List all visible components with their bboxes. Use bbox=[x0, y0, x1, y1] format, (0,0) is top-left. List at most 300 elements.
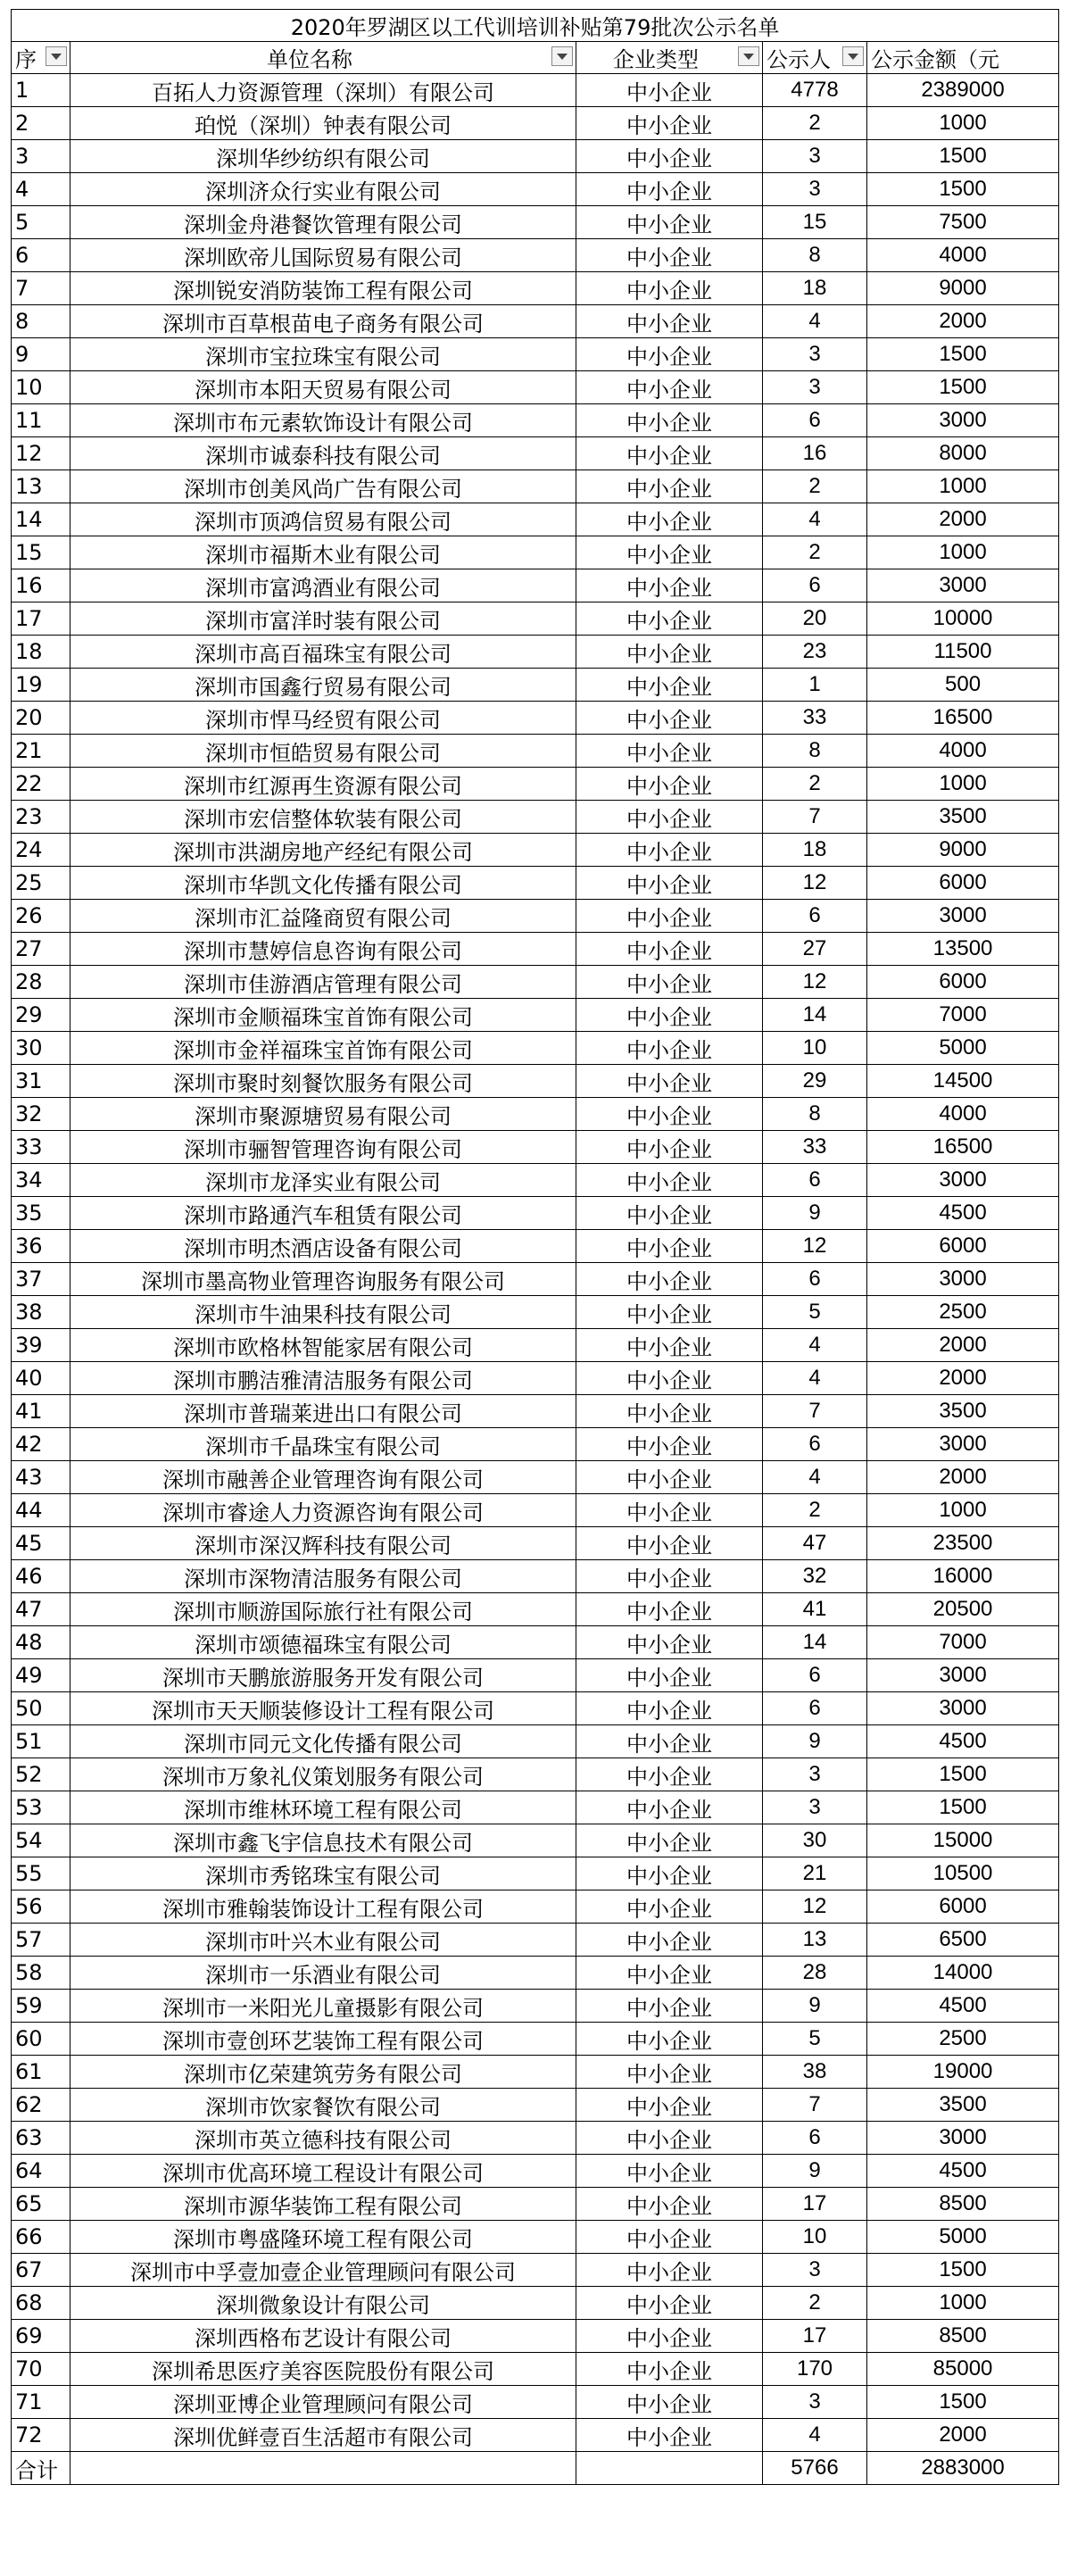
table-row bbox=[12, 2221, 1059, 2254]
people-count: 12 bbox=[763, 966, 867, 999]
subsidy-amount: 3000 bbox=[867, 900, 1059, 933]
subsidy-amount: 6000 bbox=[867, 867, 1059, 900]
table-row bbox=[12, 2155, 1059, 2188]
subsidy-amount: 10000 bbox=[867, 602, 1059, 636]
table-row bbox=[12, 173, 1059, 206]
people-count: 3 bbox=[763, 1791, 867, 1824]
company-type: 中小企业 bbox=[576, 371, 763, 404]
table-row bbox=[12, 1758, 1059, 1791]
row-index: 62 bbox=[12, 2089, 70, 2122]
subsidy-amount: 3000 bbox=[867, 1263, 1059, 1296]
subsidy-amount: 2000 bbox=[867, 503, 1059, 536]
table-row bbox=[12, 834, 1059, 867]
table-row bbox=[12, 1890, 1059, 1924]
people-count: 6 bbox=[763, 900, 867, 933]
company-name: 深圳市千晶珠宝有限公司 bbox=[70, 1428, 576, 1461]
table-row bbox=[12, 966, 1059, 999]
company-type: 中小企业 bbox=[576, 2254, 763, 2287]
table-row bbox=[12, 437, 1059, 470]
company-type: 中小企业 bbox=[576, 536, 763, 569]
company-name: 深圳市高百福珠宝有限公司 bbox=[70, 636, 576, 669]
people-count: 32 bbox=[763, 1560, 867, 1593]
table-row bbox=[12, 1593, 1059, 1626]
table-row bbox=[12, 1924, 1059, 1957]
company-name: 深圳市牛油果科技有限公司 bbox=[70, 1296, 576, 1329]
people-count: 16 bbox=[763, 437, 867, 470]
company-name: 深圳市悍马经贸有限公司 bbox=[70, 702, 576, 735]
company-name: 深圳市万象礼仪策划服务有限公司 bbox=[70, 1758, 576, 1791]
subsidy-amount: 1000 bbox=[867, 536, 1059, 569]
table-row bbox=[12, 1329, 1059, 1362]
company-type: 中小企业 bbox=[576, 636, 763, 669]
row-index: 14 bbox=[12, 503, 70, 536]
company-type: 中小企业 bbox=[576, 107, 763, 140]
row-index: 31 bbox=[12, 1065, 70, 1098]
table-row bbox=[12, 2023, 1059, 2056]
people-count: 38 bbox=[763, 2056, 867, 2089]
company-type: 中小企业 bbox=[576, 1230, 763, 1263]
row-index: 33 bbox=[12, 1131, 70, 1164]
row-index: 50 bbox=[12, 1692, 70, 1725]
row-index: 18 bbox=[12, 636, 70, 669]
people-count: 9 bbox=[763, 1990, 867, 2023]
company-type: 中小企业 bbox=[576, 768, 763, 801]
company-name: 深圳市粤盛隆环境工程有限公司 bbox=[70, 2221, 576, 2254]
people-count: 23 bbox=[763, 636, 867, 669]
table-row bbox=[12, 1791, 1059, 1824]
company-name: 深圳优鲜壹百生活超市有限公司 bbox=[70, 2419, 576, 2452]
table-row bbox=[12, 1197, 1059, 1230]
people-count: 5 bbox=[763, 2023, 867, 2056]
subsidy-amount: 1500 bbox=[867, 140, 1059, 173]
table-row bbox=[12, 669, 1059, 702]
subsidy-amount: 14000 bbox=[867, 1957, 1059, 1990]
table-row bbox=[12, 999, 1059, 1032]
people-count: 6 bbox=[763, 1692, 867, 1725]
subsidy-amount: 1500 bbox=[867, 1758, 1059, 1791]
company-type: 中小企业 bbox=[576, 1626, 763, 1659]
people-count: 33 bbox=[763, 702, 867, 735]
subsidy-amount: 3500 bbox=[867, 1395, 1059, 1428]
row-index: 55 bbox=[12, 1857, 70, 1890]
subsidy-amount: 10500 bbox=[867, 1857, 1059, 1890]
people-count: 18 bbox=[763, 272, 867, 305]
table-row bbox=[12, 404, 1059, 437]
company-type: 中小企业 bbox=[576, 1131, 763, 1164]
company-name: 深圳希思医疗美容医院股份有限公司 bbox=[70, 2353, 576, 2386]
total-label: 合计 bbox=[12, 2452, 70, 2485]
company-name: 深圳市聚时刻餐饮服务有限公司 bbox=[70, 1065, 576, 1098]
table-row bbox=[12, 1098, 1059, 1131]
people-count: 4778 bbox=[763, 74, 867, 107]
subsidy-amount: 9000 bbox=[867, 272, 1059, 305]
people-count: 6 bbox=[763, 404, 867, 437]
row-index: 26 bbox=[12, 900, 70, 933]
table-row bbox=[12, 1164, 1059, 1197]
people-count: 3 bbox=[763, 338, 867, 371]
row-index: 13 bbox=[12, 470, 70, 503]
company-type: 中小企业 bbox=[576, 1197, 763, 1230]
people-count: 14 bbox=[763, 1626, 867, 1659]
row-index: 45 bbox=[12, 1527, 70, 1560]
table-row bbox=[12, 305, 1059, 338]
table-row bbox=[12, 768, 1059, 801]
header-name-label: 单位名称 bbox=[267, 47, 352, 72]
table-row bbox=[12, 1362, 1059, 1395]
header-idx bbox=[12, 42, 70, 74]
company-name: 深圳市明杰酒店设备有限公司 bbox=[70, 1230, 576, 1263]
filter-dropdown-icon[interactable] bbox=[551, 46, 573, 66]
company-type: 中小企业 bbox=[576, 2023, 763, 2056]
company-type: 中小企业 bbox=[576, 1527, 763, 1560]
row-index: 24 bbox=[12, 834, 70, 867]
row-index: 44 bbox=[12, 1494, 70, 1527]
people-count: 9 bbox=[763, 1197, 867, 1230]
subsidy-amount: 3000 bbox=[867, 1428, 1059, 1461]
people-count: 15 bbox=[763, 206, 867, 239]
table-row bbox=[12, 2419, 1059, 2452]
people-count: 5 bbox=[763, 1296, 867, 1329]
company-type: 中小企业 bbox=[576, 1659, 763, 1692]
company-type: 中小企业 bbox=[576, 1164, 763, 1197]
company-type: 中小企业 bbox=[576, 338, 763, 371]
company-name: 深圳金舟港餐饮管理有限公司 bbox=[70, 206, 576, 239]
company-type: 中小企业 bbox=[576, 834, 763, 867]
subsidy-amount: 7000 bbox=[867, 999, 1059, 1032]
people-count: 4 bbox=[763, 1461, 867, 1494]
company-name: 深圳市顺游国际旅行社有限公司 bbox=[70, 1593, 576, 1626]
company-type: 中小企业 bbox=[576, 1857, 763, 1890]
company-name: 深圳市洪湖房地产经纪有限公司 bbox=[70, 834, 576, 867]
company-name: 深圳市宏信整体软装有限公司 bbox=[70, 801, 576, 834]
company-name: 深圳市维林环境工程有限公司 bbox=[70, 1791, 576, 1824]
table-row bbox=[12, 2122, 1059, 2155]
people-count: 6 bbox=[763, 1659, 867, 1692]
row-index: 61 bbox=[12, 2056, 70, 2089]
row-index: 69 bbox=[12, 2320, 70, 2353]
company-type: 中小企业 bbox=[576, 602, 763, 636]
header-amount bbox=[867, 42, 1059, 74]
company-name: 深圳市红源再生资源有限公司 bbox=[70, 768, 576, 801]
header-type bbox=[576, 42, 763, 74]
company-name: 深圳市百草根苗电子商务有限公司 bbox=[70, 305, 576, 338]
subsidy-amount: 15000 bbox=[867, 1824, 1059, 1857]
company-type: 中小企业 bbox=[576, 1461, 763, 1494]
people-count: 6 bbox=[763, 1164, 867, 1197]
company-type: 中小企业 bbox=[576, 933, 763, 966]
table-row bbox=[12, 1296, 1059, 1329]
row-index: 58 bbox=[12, 1957, 70, 1990]
company-type: 中小企业 bbox=[576, 2287, 763, 2320]
people-count: 6 bbox=[763, 569, 867, 602]
company-type: 中小企业 bbox=[576, 2089, 763, 2122]
people-count: 3 bbox=[763, 173, 867, 206]
subsidy-amount: 3000 bbox=[867, 569, 1059, 602]
row-index: 16 bbox=[12, 569, 70, 602]
people-count: 28 bbox=[763, 1957, 867, 1990]
people-count: 6 bbox=[763, 2122, 867, 2155]
subsidy-amount: 19000 bbox=[867, 2056, 1059, 2089]
row-index: 11 bbox=[12, 404, 70, 437]
people-count: 170 bbox=[763, 2353, 867, 2386]
subsidy-amount: 4500 bbox=[867, 1990, 1059, 2023]
company-name: 深圳济众行实业有限公司 bbox=[70, 173, 576, 206]
subsidy-amount: 5000 bbox=[867, 1032, 1059, 1065]
company-type: 中小企业 bbox=[576, 1428, 763, 1461]
subsidy-amount: 500 bbox=[867, 669, 1059, 702]
company-name: 深圳市富鸿酒业有限公司 bbox=[70, 569, 576, 602]
header-people bbox=[763, 42, 867, 74]
company-name: 深圳市路通汽车租赁有限公司 bbox=[70, 1197, 576, 1230]
table-row bbox=[12, 1659, 1059, 1692]
company-name: 深圳市英立德科技有限公司 bbox=[70, 2122, 576, 2155]
row-index: 9 bbox=[12, 338, 70, 371]
company-type: 中小企业 bbox=[576, 1032, 763, 1065]
people-count: 2 bbox=[763, 536, 867, 569]
people-count: 2 bbox=[763, 2287, 867, 2320]
row-index: 42 bbox=[12, 1428, 70, 1461]
table-row bbox=[12, 1626, 1059, 1659]
people-count: 30 bbox=[763, 1824, 867, 1857]
subsidy-amount: 16500 bbox=[867, 1131, 1059, 1164]
subsidy-amount: 3000 bbox=[867, 404, 1059, 437]
table-row bbox=[12, 1692, 1059, 1725]
company-type: 中小企业 bbox=[576, 2155, 763, 2188]
subsidy-amount: 1000 bbox=[867, 470, 1059, 503]
company-type: 中小企业 bbox=[576, 1890, 763, 1924]
people-count: 4 bbox=[763, 2419, 867, 2452]
table-row bbox=[12, 2386, 1059, 2419]
subsidy-amount: 13500 bbox=[867, 933, 1059, 966]
subsidy-amount: 7500 bbox=[867, 206, 1059, 239]
company-type: 中小企业 bbox=[576, 801, 763, 834]
subsidy-amount: 23500 bbox=[867, 1527, 1059, 1560]
company-type: 中小企业 bbox=[576, 1065, 763, 1098]
row-index: 21 bbox=[12, 735, 70, 768]
table-row bbox=[12, 74, 1059, 107]
company-type: 中小企业 bbox=[576, 1263, 763, 1296]
subsidy-amount: 8500 bbox=[867, 2188, 1059, 2221]
company-name: 深圳市金顺福珠宝首饰有限公司 bbox=[70, 999, 576, 1032]
company-type: 中小企业 bbox=[576, 1362, 763, 1395]
row-index: 34 bbox=[12, 1164, 70, 1197]
row-index: 6 bbox=[12, 239, 70, 272]
row-index: 66 bbox=[12, 2221, 70, 2254]
company-type: 中小企业 bbox=[576, 900, 763, 933]
table-row bbox=[12, 470, 1059, 503]
row-index: 46 bbox=[12, 1560, 70, 1593]
company-name: 深圳微象设计有限公司 bbox=[70, 2287, 576, 2320]
table-row bbox=[12, 272, 1059, 305]
subsidy-amount: 11500 bbox=[867, 636, 1059, 669]
company-name: 深圳市雅翰装饰设计工程有限公司 bbox=[70, 1890, 576, 1924]
table-row bbox=[12, 371, 1059, 404]
company-name: 深圳市一米阳光儿童摄影有限公司 bbox=[70, 1990, 576, 2023]
row-index: 40 bbox=[12, 1362, 70, 1395]
company-name: 深圳市亿荣建筑劳务有限公司 bbox=[70, 2056, 576, 2089]
table-row bbox=[12, 702, 1059, 735]
table-row bbox=[12, 1725, 1059, 1758]
company-name: 深圳市国鑫行贸易有限公司 bbox=[70, 669, 576, 702]
table-row bbox=[12, 338, 1059, 371]
row-index: 49 bbox=[12, 1659, 70, 1692]
company-name: 深圳市布元素软饰设计有限公司 bbox=[70, 404, 576, 437]
company-name: 深圳市福斯木业有限公司 bbox=[70, 536, 576, 569]
people-count: 10 bbox=[763, 1032, 867, 1065]
people-count: 7 bbox=[763, 2089, 867, 2122]
company-name: 深圳市聚源塘贸易有限公司 bbox=[70, 1098, 576, 1131]
company-type: 中小企业 bbox=[576, 569, 763, 602]
subsidy-amount: 5000 bbox=[867, 2221, 1059, 2254]
subsidy-amount: 2000 bbox=[867, 305, 1059, 338]
header-amount-label: 公示金额（元 bbox=[871, 47, 999, 72]
table-row bbox=[12, 1494, 1059, 1527]
table-row bbox=[12, 1461, 1059, 1494]
row-index: 4 bbox=[12, 173, 70, 206]
company-type: 中小企业 bbox=[576, 305, 763, 338]
people-count: 13 bbox=[763, 1924, 867, 1957]
company-name: 深圳市欧格林智能家居有限公司 bbox=[70, 1329, 576, 1362]
row-index: 20 bbox=[12, 702, 70, 735]
table-row bbox=[12, 2056, 1059, 2089]
subsidy-amount: 4500 bbox=[867, 1197, 1059, 1230]
people-count: 27 bbox=[763, 933, 867, 966]
company-name: 深圳市骊智管理咨询有限公司 bbox=[70, 1131, 576, 1164]
company-name: 深圳市鹏洁雅清洁服务有限公司 bbox=[70, 1362, 576, 1395]
company-name: 深圳市慧婷信息咨询有限公司 bbox=[70, 933, 576, 966]
company-type: 中小企业 bbox=[576, 1098, 763, 1131]
row-index: 39 bbox=[12, 1329, 70, 1362]
subsidy-amount: 2500 bbox=[867, 2023, 1059, 2056]
table-row bbox=[12, 1131, 1059, 1164]
company-name: 深圳市顶鸿信贸易有限公司 bbox=[70, 503, 576, 536]
row-index: 12 bbox=[12, 437, 70, 470]
total-row bbox=[12, 2452, 1059, 2485]
company-type: 中小企业 bbox=[576, 2221, 763, 2254]
company-name: 深圳市优高环境工程设计有限公司 bbox=[70, 2155, 576, 2188]
people-count: 3 bbox=[763, 140, 867, 173]
company-type: 中小企业 bbox=[576, 1791, 763, 1824]
company-name: 深圳欧帝儿国际贸易有限公司 bbox=[70, 239, 576, 272]
people-count: 7 bbox=[763, 1395, 867, 1428]
header-idx-label: 序 bbox=[15, 47, 37, 72]
subsidy-amount: 16500 bbox=[867, 702, 1059, 735]
subsidy-amount: 3000 bbox=[867, 2122, 1059, 2155]
company-name: 深圳市深汉辉科技有限公司 bbox=[70, 1527, 576, 1560]
people-count: 21 bbox=[763, 1857, 867, 1890]
people-count: 8 bbox=[763, 1098, 867, 1131]
row-index: 19 bbox=[12, 669, 70, 702]
subsidy-amount: 8000 bbox=[867, 437, 1059, 470]
table-row bbox=[12, 2353, 1059, 2386]
company-name: 深圳亚博企业管理顾问有限公司 bbox=[70, 2386, 576, 2419]
company-name: 深圳市创美风尚广告有限公司 bbox=[70, 470, 576, 503]
company-type: 中小企业 bbox=[576, 2056, 763, 2089]
row-index: 5 bbox=[12, 206, 70, 239]
table-row bbox=[12, 2320, 1059, 2353]
people-count: 8 bbox=[763, 735, 867, 768]
row-index: 25 bbox=[12, 867, 70, 900]
row-index: 22 bbox=[12, 768, 70, 801]
people-count: 47 bbox=[763, 1527, 867, 1560]
subsidy-amount: 4500 bbox=[867, 1725, 1059, 1758]
total-amount: 2883000 bbox=[867, 2452, 1059, 2485]
company-type: 中小企业 bbox=[576, 999, 763, 1032]
title-row bbox=[12, 10, 1059, 42]
people-count: 17 bbox=[763, 2188, 867, 2221]
subsidy-amount: 3500 bbox=[867, 2089, 1059, 2122]
table-row bbox=[12, 735, 1059, 768]
company-type: 中小企业 bbox=[576, 239, 763, 272]
company-name: 深圳市天天顺装修设计工程有限公司 bbox=[70, 1692, 576, 1725]
company-type: 中小企业 bbox=[576, 140, 763, 173]
company-type: 中小企业 bbox=[576, 404, 763, 437]
table-row bbox=[12, 536, 1059, 569]
row-index: 51 bbox=[12, 1725, 70, 1758]
row-index: 71 bbox=[12, 2386, 70, 2419]
subsidy-amount: 1500 bbox=[867, 173, 1059, 206]
subsidy-amount: 4500 bbox=[867, 2155, 1059, 2188]
total-people: 5766 bbox=[763, 2452, 867, 2485]
people-count: 12 bbox=[763, 867, 867, 900]
company-type: 中小企业 bbox=[576, 2188, 763, 2221]
company-name: 深圳市中孚壹加壹企业管理顾问有限公司 bbox=[70, 2254, 576, 2287]
company-type: 中小企业 bbox=[576, 867, 763, 900]
header-row bbox=[12, 42, 1059, 74]
table-row bbox=[12, 1032, 1059, 1065]
company-type: 中小企业 bbox=[576, 1296, 763, 1329]
row-index: 1 bbox=[12, 74, 70, 107]
company-type: 中小企业 bbox=[576, 437, 763, 470]
company-name: 珀悦（深圳）钟表有限公司 bbox=[70, 107, 576, 140]
subsidy-amount: 8500 bbox=[867, 2320, 1059, 2353]
row-index: 23 bbox=[12, 801, 70, 834]
filter-dropdown-icon[interactable] bbox=[842, 46, 864, 66]
people-count: 4 bbox=[763, 1362, 867, 1395]
subsidy-amount: 3000 bbox=[867, 1164, 1059, 1197]
subsidy-amount: 1000 bbox=[867, 768, 1059, 801]
header-people-label: 公示人 bbox=[767, 47, 831, 72]
people-count: 3 bbox=[763, 2254, 867, 2287]
company-type: 中小企业 bbox=[576, 1824, 763, 1857]
table-row bbox=[12, 602, 1059, 636]
company-name: 深圳市天鹏旅游服务开发有限公司 bbox=[70, 1659, 576, 1692]
people-count: 1 bbox=[763, 669, 867, 702]
filter-dropdown-icon[interactable] bbox=[738, 46, 759, 66]
row-index: 37 bbox=[12, 1263, 70, 1296]
empty-cell bbox=[70, 2452, 576, 2485]
row-index: 72 bbox=[12, 2419, 70, 2452]
company-name: 深圳市本阳天贸易有限公司 bbox=[70, 371, 576, 404]
filter-dropdown-icon[interactable] bbox=[46, 46, 67, 66]
people-count: 2 bbox=[763, 1494, 867, 1527]
company-type: 中小企业 bbox=[576, 1758, 763, 1791]
subsidy-amount: 4000 bbox=[867, 1098, 1059, 1131]
table-row bbox=[12, 1957, 1059, 1990]
table-row bbox=[12, 1395, 1059, 1428]
company-type: 中小企业 bbox=[576, 1924, 763, 1957]
company-name: 深圳市华凯文化传播有限公司 bbox=[70, 867, 576, 900]
company-type: 中小企业 bbox=[576, 1593, 763, 1626]
company-name: 深圳市叶兴木业有限公司 bbox=[70, 1924, 576, 1957]
people-count: 3 bbox=[763, 1758, 867, 1791]
table-row bbox=[12, 1857, 1059, 1890]
company-type: 中小企业 bbox=[576, 2122, 763, 2155]
row-index: 17 bbox=[12, 602, 70, 636]
company-name: 深圳市睿途人力资源咨询有限公司 bbox=[70, 1494, 576, 1527]
row-index: 10 bbox=[12, 371, 70, 404]
subsidy-amount: 6000 bbox=[867, 966, 1059, 999]
